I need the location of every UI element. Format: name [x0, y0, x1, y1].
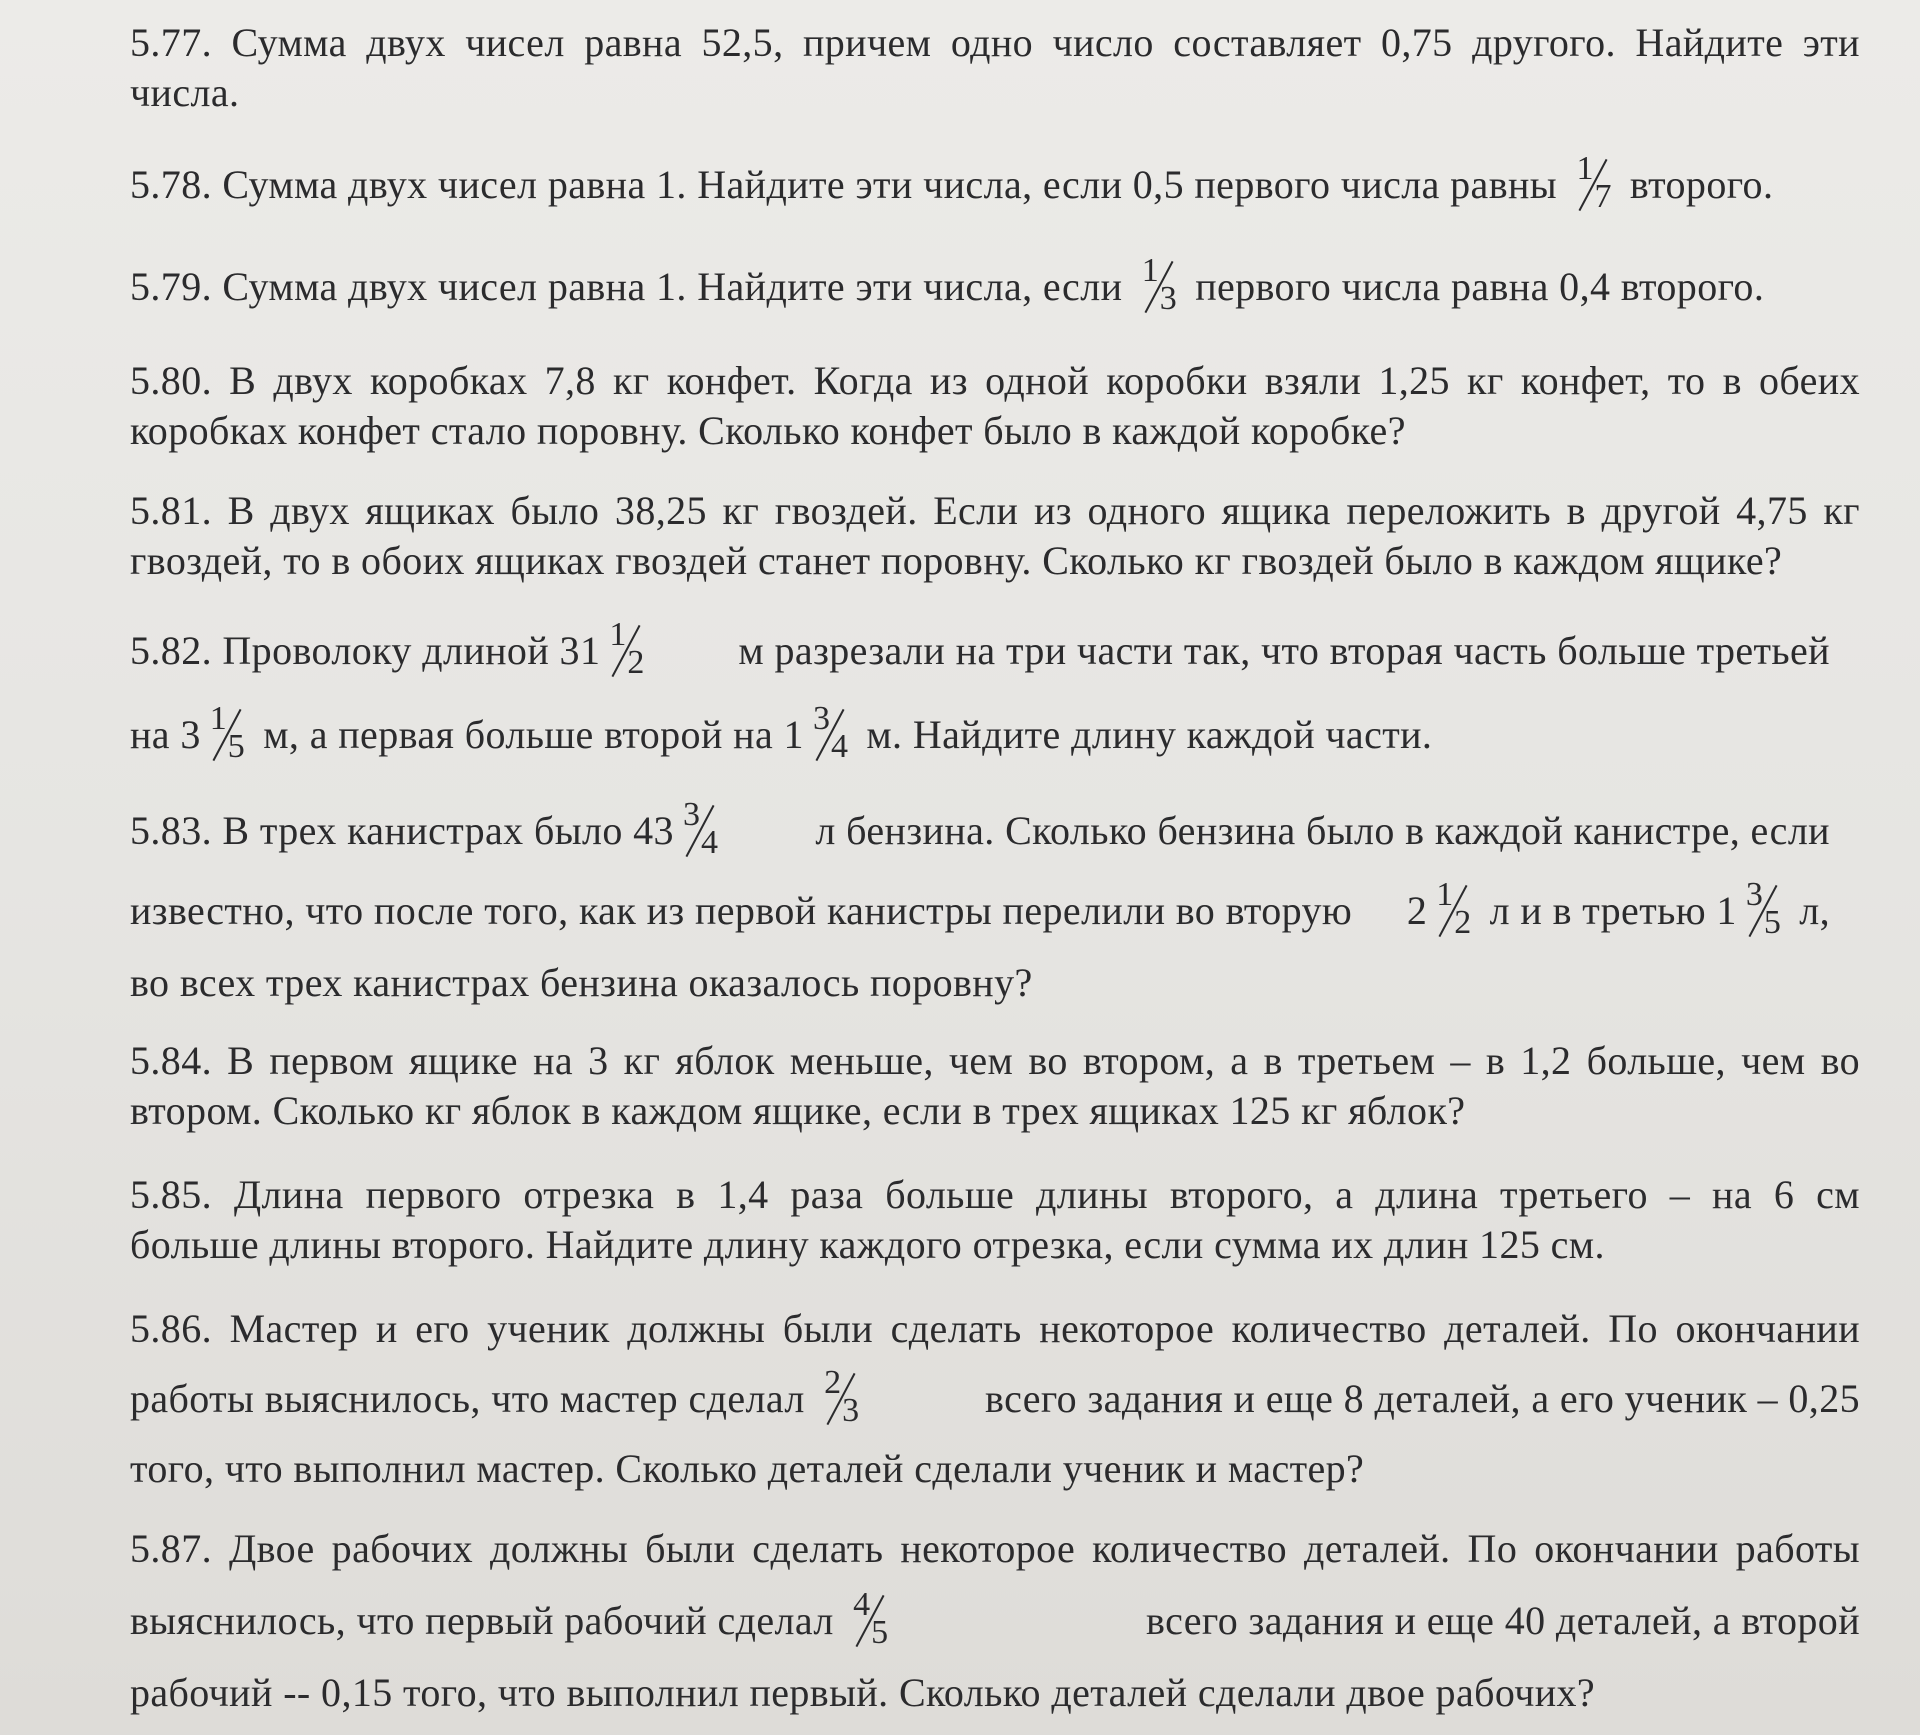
problem-5-86	[130, 1304, 1860, 1494]
problem-5-77	[130, 18, 1860, 118]
fraction-denominator: 5	[871, 1614, 889, 1651]
problem-5-80	[130, 356, 1860, 456]
fraction-numerator: 3	[1745, 876, 1764, 913]
problem-line: 5.86. Мастер и его ученик должны были сделать некоторое количество деталей. По окончании	[130, 1306, 1860, 1351]
mixed-number-whole: 3	[180, 712, 201, 757]
problem-5-87	[130, 1524, 1860, 1718]
problem-text: м, а первая больше второй на	[263, 712, 774, 757]
problem-text: л бензина. Сколько бензина было в каждой канистре, если	[815, 808, 1830, 853]
fraction-numerator: 2	[824, 1364, 842, 1401]
fraction	[606, 616, 646, 681]
fraction-denominator: 4	[700, 824, 719, 861]
mixed-number-whole: 1	[1716, 888, 1737, 933]
problem-line: 5.80. В двух коробках 7,8 кг конфет. Когда из одной коробки взяли 1,25 кг конфет, то в обеих	[130, 358, 1860, 403]
problem-text: первого числа равна 0,4 второго.	[1195, 264, 1765, 309]
problem-5-83	[130, 796, 1860, 1008]
problem-5-84	[130, 1036, 1860, 1136]
fraction-denominator: 2	[1454, 904, 1472, 941]
problem-line: числа.	[130, 70, 240, 115]
problem-line: 5.84. В первом ящике на 3 кг яблок меньше, чем во втором, а в третьем – в 1,2 больше, чем во	[130, 1038, 1860, 1083]
problem-text: м разрезали на три части так, что вторая часть больше третьей	[738, 628, 1830, 673]
fraction-denominator: 5	[1763, 904, 1782, 941]
problem-text: 5.79. Сумма двух чисел равна 1. Найдите эти числа, если	[130, 264, 1123, 309]
problem-line: 5.81. В двух ящиках было 38,25 кг гвоздей. Если из одного ящика переложить в другой 4,75 кг	[130, 488, 1860, 533]
problem-line: 5.87. Двое рабочих должны были сделать некоторое количество деталей. По окончании работы	[130, 1526, 1860, 1571]
fraction-denominator: 3	[1159, 280, 1178, 317]
problem-5-78	[130, 150, 1860, 215]
mixed-number-whole: 43	[633, 808, 674, 853]
problem-text: 5.78. Сумма двух чисел равна 1. Найдите эти числа, если 0,5 первого числа равны	[130, 162, 1558, 207]
problem-text: 5.82. Проволоку длиной	[130, 628, 550, 673]
fraction-numerator: 1	[209, 700, 228, 737]
fraction	[821, 1364, 861, 1429]
problem-text: 5.83. В трех канистрах было	[130, 808, 623, 853]
problem-text: известно, что после того, как из первой канистры перелили во вторую	[130, 888, 1353, 933]
fraction-denominator: 7	[1594, 178, 1612, 215]
problem-5-82	[130, 616, 1860, 765]
fraction	[850, 1586, 890, 1651]
problem-text: выяснилось, что первый рабочий сделал	[130, 1598, 834, 1643]
fraction-denominator: 2	[627, 644, 645, 681]
problem-line: 5.85. Длина первого отрезка в 1,4 раза больше длины второго, а длина третьего – на 6 см	[130, 1172, 1860, 1217]
fraction	[1573, 150, 1613, 215]
problem-line: больше длины второго. Найдите длину каждого отрезка, если сумма их длин 125 см.	[130, 1222, 1605, 1267]
fraction-denominator: 4	[830, 728, 849, 765]
fraction-numerator: 3	[812, 700, 831, 737]
fraction-denominator: 5	[227, 728, 246, 765]
fraction	[207, 700, 247, 765]
fraction	[680, 796, 720, 861]
fraction	[1433, 876, 1473, 941]
problem-line: во всех трех канистрах бензина оказалось поровну?	[130, 960, 1033, 1005]
fraction-denominator: 3	[842, 1392, 860, 1429]
fraction-numerator: 3	[682, 796, 701, 833]
fraction	[1743, 876, 1783, 941]
problem-text: всего задания и еще 40 деталей, а второй	[1146, 1598, 1860, 1643]
fraction-numerator: 1	[1436, 876, 1454, 913]
problem-line: рабочий -- 0,15 того, что выполнил первый. Сколько деталей сделали двое рабочих?	[130, 1670, 1596, 1715]
problem-5-79	[130, 252, 1860, 317]
problem-5-81	[130, 486, 1860, 586]
mixed-number-whole: 2	[1406, 888, 1428, 933]
problem-line: того, что выполнил мастер. Сколько деталей сделали ученик и мастер?	[130, 1446, 1365, 1491]
problem-text: л и в третью	[1489, 888, 1707, 933]
problem-text: всего задания и еще 8 деталей, а его ученик – 0,25	[985, 1376, 1860, 1421]
mixed-number-whole: 31	[559, 628, 601, 673]
problem-line: коробках конфет стало поровну. Сколько конфет было в каждой коробке?	[130, 408, 1406, 453]
problem-line: втором. Сколько кг яблок в каждом ящике, если в трех ящиках 125 кг яблок?	[130, 1088, 1466, 1133]
fraction	[810, 700, 850, 765]
fraction-numerator: 1	[1141, 252, 1160, 289]
problem-text: работы выяснилось, что мастер сделал	[130, 1376, 805, 1421]
fraction-numerator: 1	[1576, 150, 1594, 187]
problem-text: второго.	[1629, 162, 1774, 207]
problem-text: м. Найдите длину каждой части.	[866, 712, 1433, 757]
problem-line: гвоздей, то в обоих ящиках гвоздей станет поровну. Сколько кг гвоздей было в каждом ящике?	[130, 538, 1783, 583]
problem-text: л,	[1799, 888, 1830, 933]
fraction	[1139, 252, 1179, 317]
mixed-number-whole: 1	[783, 712, 804, 757]
problem-5-85	[130, 1170, 1860, 1270]
fraction-numerator: 1	[609, 616, 627, 653]
problem-line: 5.77. Сумма двух чисел равна 52,5, причем одно число составляет 0,75 другого. Найдите эти	[130, 20, 1860, 65]
fraction-numerator: 4	[853, 1586, 871, 1623]
problem-text: на	[130, 712, 170, 757]
